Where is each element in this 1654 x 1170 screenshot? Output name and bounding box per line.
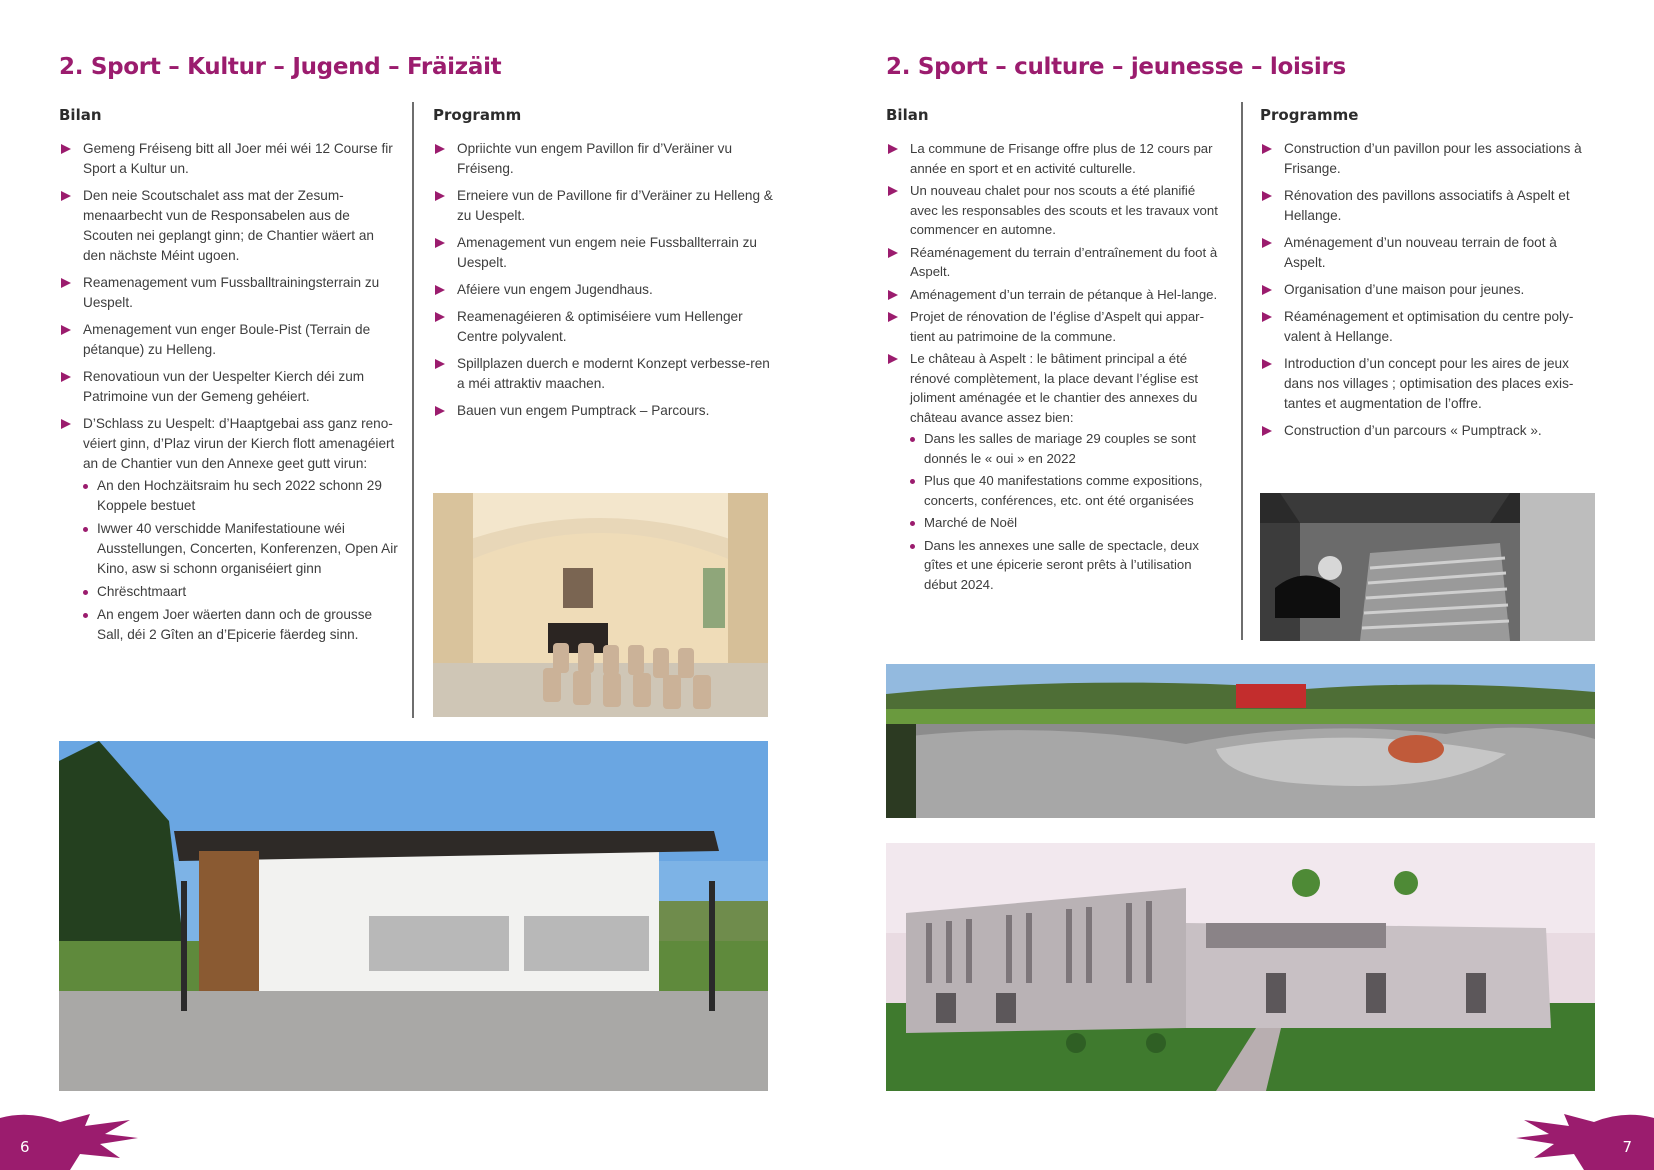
programme-heading: Programme (1260, 106, 1359, 124)
sub-list-item: Chrëschtmaart (83, 582, 399, 602)
sub-list-item: An den Hochzäitsraim hu sech 2022 schonn 29 Koppele bestuet (83, 476, 399, 516)
triangle-bullet-icon (435, 238, 445, 248)
triangle-bullet-icon (888, 312, 898, 322)
sub-list (83, 476, 399, 645)
theatre-hall-photo (1260, 493, 1595, 641)
triangle-bullet-icon (1262, 359, 1272, 369)
triangle-bullet-icon (1262, 285, 1272, 295)
pavilion-photo (59, 741, 768, 1091)
triangle-bullet-icon (888, 354, 898, 364)
list-item: Erneiere vun de Pavillone fir d’Veräiner zu Helleng & zu Uespelt. (433, 186, 773, 226)
list-item: Un nouveau chalet pour nos scouts a été planifié avec les responsables des scouts et les travaux vont commencer en automne. (886, 181, 1221, 240)
wedding-room-photo (433, 493, 768, 717)
programm-heading: Programm (433, 106, 522, 124)
sub-list-item: An engem Joer wäerten dann och de grousse Sall, déi 2 Gîten an d’Epicerie fäerdeg sinn. (83, 605, 399, 645)
sub-list-item: Plus que 40 manifestations comme expositions, concerts, conférences, etc. ont été organisées (910, 471, 1221, 510)
brush-splash-icon (1514, 1108, 1654, 1170)
list-item: Reamenagement vum Fussballtrainingsterrain zu Uespelt. (59, 273, 399, 313)
list-item: Bauen vun engem Pumptrack – Parcours. (433, 401, 773, 421)
triangle-bullet-icon (435, 312, 445, 322)
page-number: 6 (20, 1138, 30, 1156)
triangle-bullet-icon (888, 290, 898, 300)
sub-list-item: Dans les annexes une salle de spectacle, deux gîtes et une épicerie seront prêts à l’utilisation début 2024. (910, 536, 1221, 595)
triangle-bullet-icon (888, 186, 898, 196)
list-item: La commune de Frisange offre plus de 12 cours par année en sport et en activité culturelle. (886, 139, 1221, 178)
dot-bullet-icon (83, 613, 88, 618)
bilan-heading: Bilan (59, 106, 102, 124)
page-title: 2. Sport – culture – jeunesse – loisirs (886, 54, 1346, 80)
list-item: Réaménagement du terrain d’entraînement du foot à Aspelt. (886, 243, 1221, 282)
column-divider (1241, 102, 1243, 640)
sub-list-item: Iwwer 40 verschidde Manifestatioune wéi Ausstellungen, Concerten, Konferenzen, Open Air Kino, asw si schonn organiséiert ginn (83, 519, 399, 579)
list-item: Opriichte vun engem Pavillon fir d’Veräiner vu Fréiseng. (433, 139, 773, 179)
list-item: Introduction d’un concept pour les aires de jeux dans nos villages ; optimisation des places exis-tantes et augmentation de l’offre. (1260, 354, 1600, 414)
list-item: Rénovation des pavillons associatifs à Aspelt et Hellange. (1260, 186, 1600, 226)
page-title: 2. Sport – Kultur – Jugend – Fräizäit (59, 54, 502, 80)
dot-bullet-icon (83, 484, 88, 489)
skatepark-photo (886, 664, 1595, 818)
page-number: 7 (1622, 1138, 1632, 1156)
list-item: Spillplazen duerch e modernt Konzept verbesse-ren a méi attraktiv maachen. (433, 354, 773, 394)
list-item: Amenagement vun enger Boule-Pist (Terrain de pétanque) zu Helleng. (59, 320, 399, 360)
list-item: Projet de rénovation de l’église d’Aspelt qui appar-tient au patrimoine de la commune. (886, 307, 1221, 346)
triangle-bullet-icon (61, 191, 71, 201)
triangle-bullet-icon (1262, 191, 1272, 201)
list-item: Gemeng Fréiseng bitt all Joer méi wéi 12 Course fir Sport a Kultur un. (59, 139, 399, 179)
triangle-bullet-icon (1262, 426, 1272, 436)
building-render-photo (886, 843, 1595, 1091)
triangle-bullet-icon (435, 191, 445, 201)
list-item: Le château à Aspelt : le bâtiment principal a été rénové complètement, la place devant l’église est joliment aménagée et le chantier des annexes du château avance assez bien: Dans les salles de mariage 29 couples se sont donnés le « oui » en 2022 Plus que 40 manifestations comme expositions, concerts, conférences, etc. ont été organisées Marché de Noël Dans les annexes une salle de spectacle, deux gîtes et une épicerie seront prêts à l’utilisation début 2024. (886, 349, 1221, 594)
triangle-bullet-icon (61, 419, 71, 429)
list-item: Aménagement d’un nouveau terrain de foot à Aspelt. (1260, 233, 1600, 273)
list-item: D’Schlass zu Uespelt: d’Haaptgebai ass ganz reno-véiert ginn, d’Plaz virun der Kierch flott amenagéiert an de Chantier vun den Annexe geet gutt virun: An den Hochzäitsraim hu sech 2022 schonn 29 Koppele bestuet Iwwer 40 verschidde Manifestatioune wéi Ausstellungen, Concerten, Konferenzen, Open Air Kino, asw si schonn organiséiert ginn Chrëschtmaart An engem Joer wäerten dann och de grousse Sall, déi 2 Gîten an d’Epicerie fäerdeg sinn. (59, 414, 399, 645)
triangle-bullet-icon (61, 372, 71, 382)
triangle-bullet-icon (1262, 312, 1272, 322)
list-item: Réaménagement et optimisation du centre poly-valent à Hellange. (1260, 307, 1600, 347)
list-item: Den neie Scoutschalet ass mat der Zesum-menaarbecht vun de Responsabelen aus de Scouten nei geplangt ginn; de Chantier wäert an den nächste Méint ugoen. (59, 186, 399, 266)
triangle-bullet-icon (435, 285, 445, 295)
triangle-bullet-icon (435, 359, 445, 369)
list-item: Amenagement vun engem neie Fussballterrain zu Uespelt. (433, 233, 773, 273)
bilan-list (59, 139, 399, 652)
triangle-bullet-icon (888, 248, 898, 258)
list-item: Construction d’un parcours « Pumptrack ». (1260, 421, 1600, 441)
triangle-bullet-icon (1262, 238, 1272, 248)
dot-bullet-icon (910, 479, 915, 484)
bilan-list (886, 139, 1221, 597)
programm-list (433, 139, 773, 428)
list-item: Aféiere vun engem Jugendhaus. (433, 280, 773, 300)
triangle-bullet-icon (61, 325, 71, 335)
list-item: Construction d’un pavillon pour les associations à Frisange. (1260, 139, 1600, 179)
triangle-bullet-icon (435, 406, 445, 416)
dot-bullet-icon (910, 544, 915, 549)
triangle-bullet-icon (1262, 144, 1272, 154)
sub-list-item: Marché de Noël (910, 513, 1221, 533)
right-page (827, 0, 1654, 1170)
triangle-bullet-icon (435, 144, 445, 154)
dot-bullet-icon (83, 590, 88, 595)
sub-list-item: Dans les salles de mariage 29 couples se sont donnés le « oui » en 2022 (910, 429, 1221, 468)
list-item: Renovatioun vun der Uespelter Kierch déi zum Patrimoine vun der Gemeng gehéiert. (59, 367, 399, 407)
list-item: Aménagement d’un terrain de pétanque à Hel-lange. (886, 285, 1221, 305)
triangle-bullet-icon (888, 144, 898, 154)
list-item: Reamenagéieren & optimiséiere vum Hellenger Centre polyvalent. (433, 307, 773, 347)
dot-bullet-icon (910, 521, 915, 526)
list-item: Organisation d’une maison pour jeunes. (1260, 280, 1600, 300)
sub-list (910, 429, 1221, 594)
dot-bullet-icon (910, 437, 915, 442)
triangle-bullet-icon (61, 278, 71, 288)
bilan-heading: Bilan (886, 106, 929, 124)
programme-list (1260, 139, 1600, 448)
triangle-bullet-icon (61, 144, 71, 154)
column-divider (412, 102, 414, 718)
dot-bullet-icon (83, 527, 88, 532)
